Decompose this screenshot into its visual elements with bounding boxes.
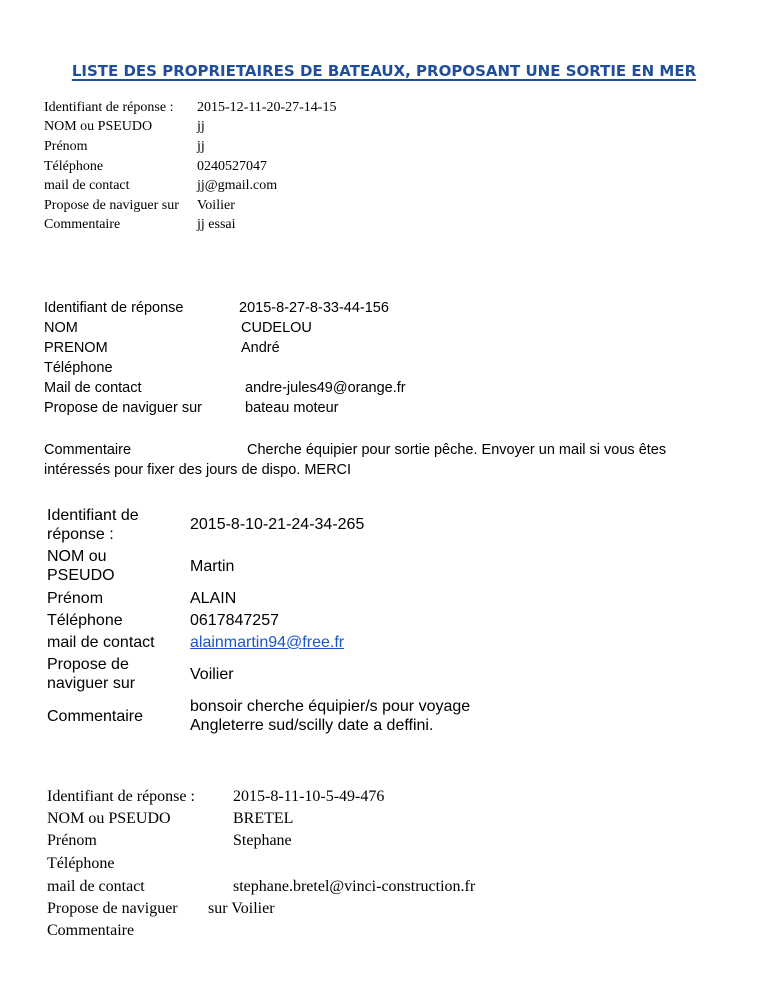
- comment-value: jj essai: [197, 217, 236, 232]
- tel-label: Téléphone: [47, 855, 115, 872]
- mail-label: mail de contact: [47, 878, 145, 895]
- id-label-line-2: réponse :: [47, 526, 114, 543]
- mail-label: mail de contact: [47, 634, 155, 651]
- prenom-label: Prénom: [47, 832, 97, 849]
- propose-value: Voilier: [190, 666, 234, 683]
- propose-label-line-2: naviguer sur: [47, 675, 136, 692]
- nom-label: NOM ou PSEUDO: [44, 119, 153, 134]
- id-value: 2015-12-11-20-27-14-15: [197, 100, 337, 115]
- prenom-label: Prénom: [47, 590, 104, 607]
- tel-value: 0617847257: [190, 612, 279, 629]
- prenom-label: Prénom: [44, 139, 88, 154]
- nom-label: NOM ou PSEUDO: [47, 810, 171, 827]
- nom-label-line-2: PSEUDO: [47, 567, 115, 584]
- prenom-label: PRENOM: [44, 340, 108, 356]
- id-value: 2015-8-11-10-5-49-476: [233, 788, 385, 805]
- mail-value: stephane.bretel@vinci-construction.fr: [233, 878, 476, 895]
- id-label: Identifiant de réponse: [44, 300, 184, 316]
- comment-line-2: intéressés pour fixer des jours de dispo. MERCI: [44, 462, 352, 478]
- comment-label: Commentaire: [44, 442, 132, 458]
- prenom-value: ALAIN: [190, 590, 237, 607]
- comment-label: Commentaire: [47, 708, 144, 725]
- comment-label: Commentaire: [44, 217, 121, 232]
- nom-value: Martin: [190, 558, 235, 575]
- nom-label: NOM: [44, 320, 78, 336]
- mail-link[interactable]: alainmartin94@free.fr: [190, 634, 345, 651]
- id-label-line-1: Identifiant de: [47, 507, 139, 524]
- propose-label: Propose de naviguer sur: [44, 198, 179, 213]
- page-title: LISTE DES PROPRIETAIRES DE BATEAUX, PROPOSANT UNE SORTIE EN MER: [71, 62, 697, 80]
- propose-value: sur Voilier: [208, 900, 275, 917]
- tel-value: 0240527047: [197, 159, 267, 174]
- prenom-value: jj: [197, 139, 205, 154]
- nom-value: BRETEL: [233, 810, 294, 827]
- tel-label: Téléphone: [47, 612, 123, 629]
- nom-value: jj: [197, 119, 205, 134]
- propose-value: bateau moteur: [245, 400, 339, 416]
- comment-line-1: bonsoir cherche équipier/s pour voyage: [190, 698, 471, 715]
- comment-line-2: Angleterre sud/scilly date a deffini.: [190, 717, 434, 734]
- comment-line-1: Cherche équipier pour sortie pêche. Envoyer un mail si vous êtes: [247, 442, 667, 458]
- comment-label: Commentaire: [47, 922, 135, 939]
- mail-label: Mail de contact: [44, 380, 142, 396]
- prenom-value: Stephane: [233, 832, 292, 849]
- propose-value: Voilier: [197, 198, 235, 213]
- id-label: Identifiant de réponse :: [44, 100, 174, 115]
- propose-label-line-1: Propose de: [47, 656, 129, 673]
- tel-label: Téléphone: [44, 159, 104, 174]
- mail-label: mail de contact: [44, 178, 130, 193]
- nom-value: CUDELOU: [241, 320, 312, 336]
- id-label: Identifiant de réponse :: [47, 788, 195, 805]
- propose-label: Propose de naviguer: [47, 900, 178, 917]
- tel-label: Téléphone: [44, 360, 113, 376]
- id-value: 2015-8-27-8-33-44-156: [239, 300, 389, 316]
- mail-value: jj@gmail.com: [197, 178, 278, 193]
- mail-value: andre-jules49@orange.fr: [245, 380, 406, 396]
- id-value: 2015-8-10-21-24-34-265: [190, 516, 365, 533]
- prenom-value: André: [241, 340, 280, 356]
- propose-label: Propose de naviguer sur: [44, 400, 202, 416]
- nom-label-line-1: NOM ou: [47, 548, 107, 565]
